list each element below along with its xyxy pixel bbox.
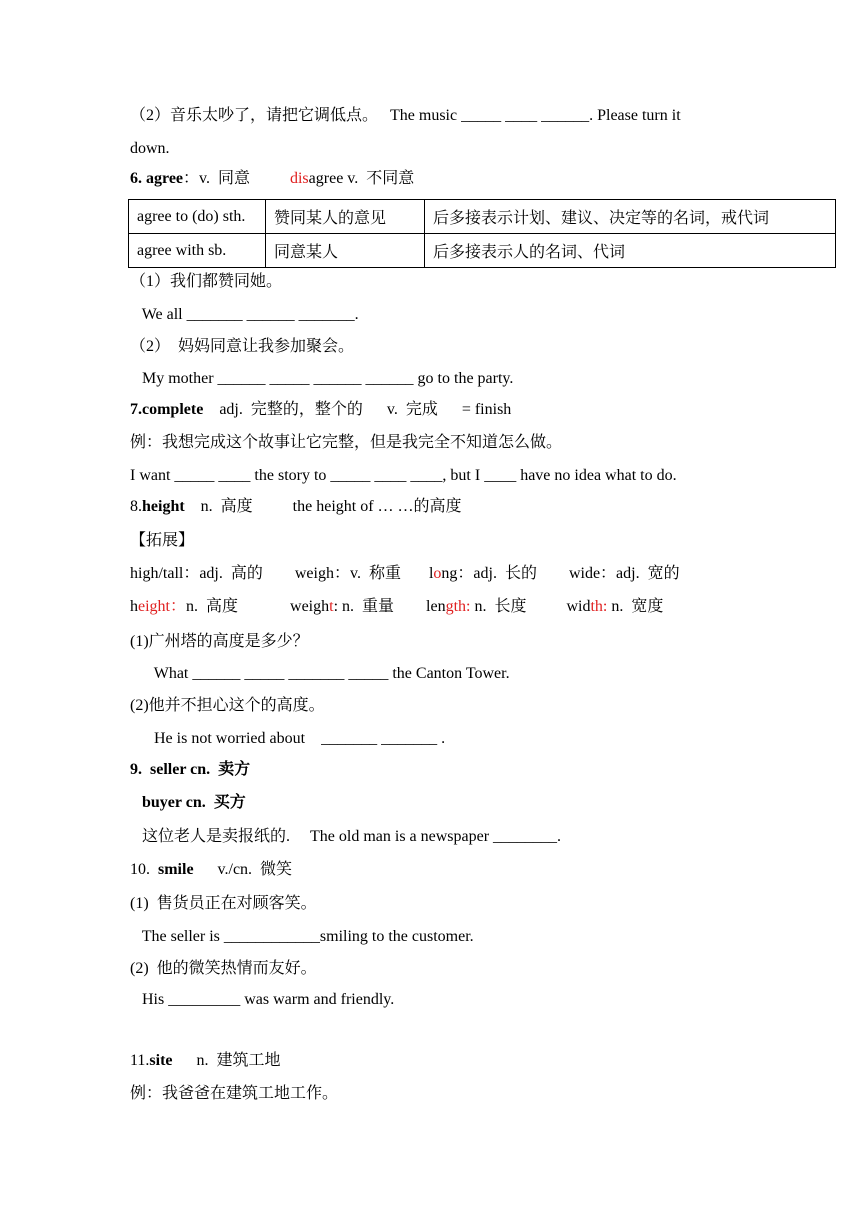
- highlight-suffix: th:: [590, 598, 608, 615]
- text-line: down.: [130, 140, 170, 157]
- text-line: (1)广州塔的高度是多少？: [130, 633, 309, 650]
- table-cell: agree to (do) sth.: [129, 200, 266, 234]
- heading-seller: 9. seller cn. 卖方: [130, 761, 251, 778]
- table-row: [129, 234, 836, 268]
- word-number: height: [142, 498, 185, 515]
- text-span: 11.: [130, 1052, 150, 1069]
- highlight-letter: o: [433, 565, 442, 582]
- text-span: high/tall：adj. 高的 weigh：v. 称重 l: [130, 565, 434, 582]
- text-line: （1）我们都赞同她。: [130, 273, 283, 290]
- table-cell: 同意某人: [266, 234, 425, 268]
- text-span: 8.: [130, 498, 142, 515]
- text-line: 例：我爸爸在建筑工地工作。: [130, 1085, 339, 1102]
- text-line: What ______ _____ _______ _____ the Canton Tower.: [130, 665, 510, 682]
- text-line: （2）音乐太吵了，请把它调低点。 The music _____ ____ ______. Please turn it: [130, 107, 681, 124]
- table-cell: 赞同某人的意见: [266, 200, 425, 234]
- text-line: [130, 597, 663, 617]
- table-cell: 后多接表示计划、建议、决定等的名词，戒代词: [425, 200, 836, 234]
- highlight-suffix: gth:: [445, 598, 471, 615]
- text-span: agree v. 不同意: [308, 170, 415, 187]
- text-span: n. 建筑工地: [172, 1052, 281, 1069]
- text-line: His _________ was warm and friendly.: [130, 991, 395, 1008]
- text-line: （2） 妈妈同意让我参加聚会。: [130, 338, 355, 355]
- text-span: : n. 重量 len: [333, 598, 446, 615]
- text-span: n. 长度 wid: [470, 598, 591, 615]
- word-number: 7.complete: [130, 401, 204, 418]
- text-line: 例：我想完成这个故事让它完整，但是我完全不知道怎么做。: [130, 434, 563, 451]
- text-line: We all _______ ______ _______.: [130, 306, 359, 323]
- text-line: (2)他并不担心这个的高度。: [130, 697, 325, 714]
- heading-smile: [130, 860, 292, 880]
- text-span: n. 宽度: [607, 598, 664, 615]
- heading-height: [130, 497, 462, 517]
- text-line: 【拓展】: [130, 532, 195, 549]
- text-line: (1) 售货员正在对顾客笑。: [130, 895, 317, 912]
- heading-site: [130, 1051, 281, 1071]
- table-cell: agree with sb.: [129, 234, 266, 268]
- word-number: smile: [158, 861, 194, 878]
- word-number: site: [149, 1052, 173, 1069]
- text-span: n. 高度 the height of … …的高度: [184, 498, 462, 515]
- word-number: 6. agree: [130, 170, 184, 187]
- text-span: adj. 完整的，整个的 v. 完成 = finish: [203, 401, 512, 418]
- usage-table: [128, 199, 836, 268]
- text-line: (2) 他的微笑热情而友好。: [130, 960, 317, 977]
- text-line: 这位老人是卖报纸的. The old man is a newspaper ________.: [130, 828, 562, 845]
- text-line: I want _____ ____ the story to _____ ____ ____, but I ____ have no idea what to do.: [130, 467, 677, 484]
- text-span: ng：adj. 长的 wide：adj. 宽的: [441, 565, 680, 582]
- heading-buyer: buyer cn. 买方: [130, 794, 246, 811]
- text-span: h: [130, 598, 138, 615]
- text-span: 10.: [130, 861, 158, 878]
- text-line: [130, 564, 680, 584]
- text-line: My mother ______ _____ ______ ______ go to the party.: [130, 370, 514, 387]
- table-cell: 后多接表示人的名词、代词: [425, 234, 836, 268]
- text-line: He is not worried about _______ _______ .: [130, 730, 446, 747]
- text-span: ：v. 同意: [183, 170, 290, 187]
- text-line: The seller is ____________smiling to the customer.: [130, 928, 474, 945]
- text-span: v./cn. 微笑: [193, 861, 293, 878]
- heading-complete: [130, 400, 511, 420]
- text-span: n. 高度 weigh: [186, 598, 330, 615]
- highlight-suffix: eight: [138, 598, 170, 615]
- heading-agree: [130, 169, 414, 189]
- highlight-suffix: t: [329, 598, 334, 615]
- highlight-prefix: dis: [289, 170, 309, 187]
- table-row: [129, 200, 836, 234]
- highlight-suffix: ：: [170, 598, 187, 615]
